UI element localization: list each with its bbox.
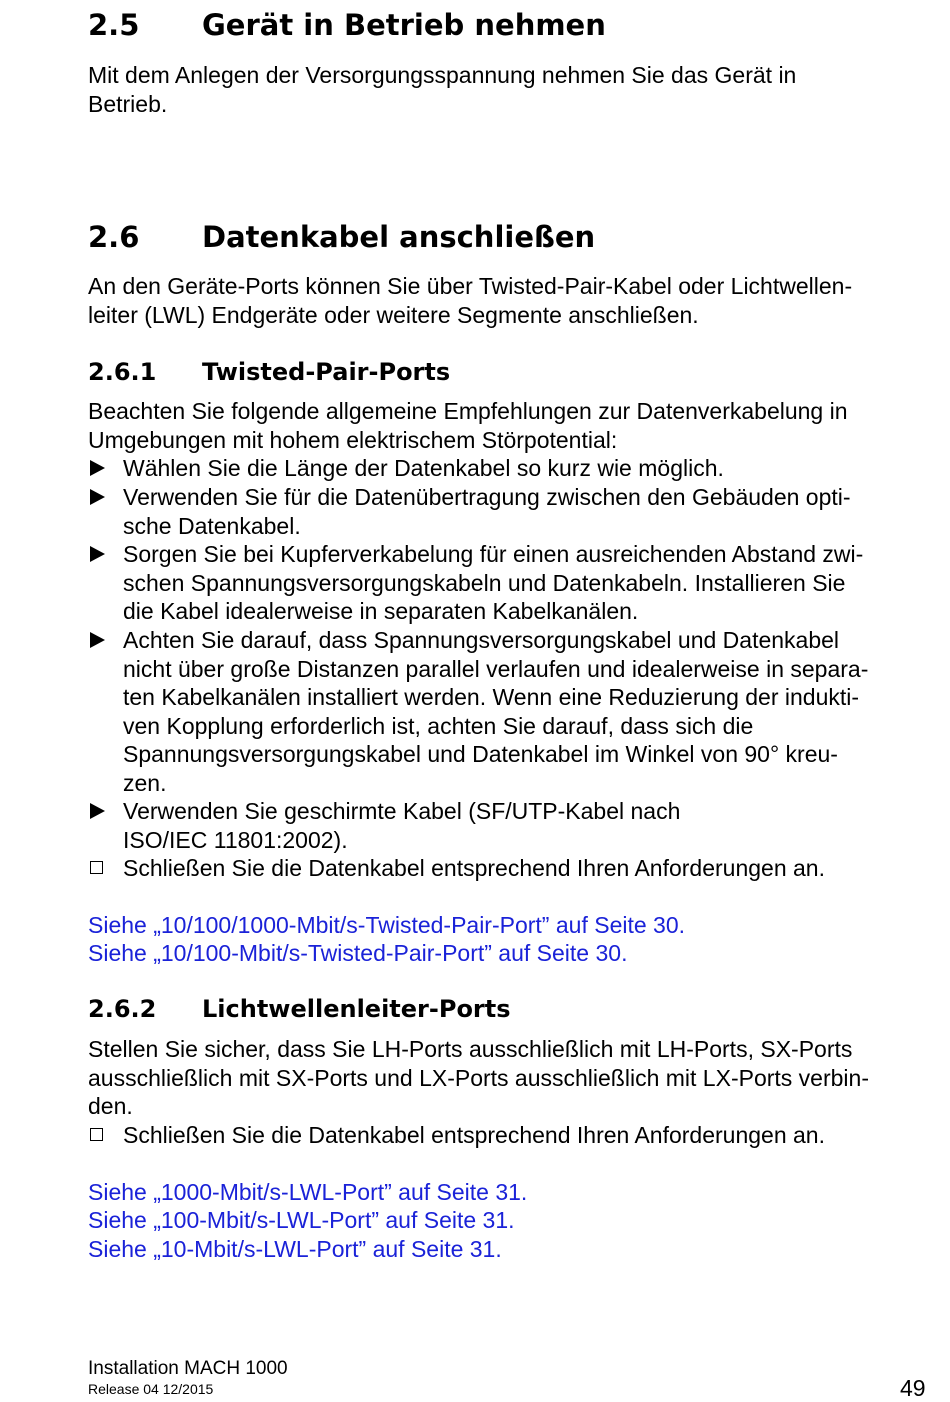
section-2-6-2-heading — [88, 995, 511, 1023]
section-title: Lichtwellenleiter-Ports — [202, 995, 511, 1023]
section-number: 2.6.2 — [88, 995, 157, 1023]
section-title: Twisted-Pair-Ports — [202, 358, 451, 386]
cross-reference-link[interactable]: Siehe „100-Mbit/s-LWL-Port” auf Seite 31. — [88, 1207, 515, 1233]
text-line: ISO/IEC 11801:2002). — [123, 826, 348, 853]
checkbox-square-icon — [88, 1121, 118, 1150]
text-line: schen Spannungsversorgungskabeln und Datenkabeln. Installieren Sie — [123, 569, 846, 596]
text-line: An den Geräte-Ports können Sie über Twisted-Pair-Kabel oder Lichtwellen- — [88, 273, 853, 299]
text-line: Schließen Sie die Datenkabel entsprechend Ihren Anforderungen an. — [123, 855, 825, 881]
text-line: ven Kopplung erforderlich ist, achten Sie darauf, dass sich die — [123, 712, 754, 739]
section-title: Datenkabel anschließen — [202, 220, 596, 254]
text-line: Beachten Sie folgende allgemeine Empfehlungen zur Datenverkabelung in — [88, 398, 848, 424]
recommendation-item — [88, 540, 933, 626]
text-line: ausschließlich mit SX-Ports und LX-Ports ausschließlich mit LX-Ports verbin- — [88, 1064, 869, 1091]
text-line: Achten Sie darauf, dass Spannungsversorgungskabel und Datenkabel — [123, 627, 840, 653]
triangle-bullet-icon — [88, 483, 118, 512]
section-number: 2.6 — [88, 220, 140, 254]
cross-reference-link[interactable]: Siehe „10/100/1000-Mbit/s-Twisted-Pair-Port” auf Seite 30. — [88, 912, 686, 938]
recommendation-item — [88, 483, 933, 540]
cross-reference-link[interactable]: Siehe „1000-Mbit/s-LWL-Port” auf Seite 31. — [88, 1179, 528, 1205]
section-2-6-1-intro — [88, 397, 933, 454]
cross-reference-link[interactable]: Siehe „10/100-Mbit/s-Twisted-Pair-Port” auf Seite 30. — [88, 940, 628, 966]
text-line: ten Kabelkanälen installiert werden. Wenn eine Reduzierung der indukti- — [123, 684, 860, 711]
section-2-6-2-paragraph — [88, 1035, 933, 1121]
recommendation-item — [88, 797, 933, 854]
section-number: 2.5 — [88, 8, 140, 42]
text-line: Verwenden Sie geschirmte Kabel (SF/UTP-Kabel nach — [123, 798, 681, 824]
recommendation-item — [88, 454, 933, 483]
text-line: Wählen Sie die Länge der Datenkabel so kurz wie möglich. — [123, 455, 724, 481]
text-line: Schließen Sie die Datenkabel entsprechend Ihren Anforderungen an. — [123, 1122, 825, 1148]
text-line: den. — [88, 1093, 133, 1120]
text-line: nicht über große Distanzen parallel verlaufen und idealerweise in separa- — [123, 655, 869, 682]
footer-doc-title: Installation MACH 1000 — [88, 1358, 288, 1379]
section-title: Gerät in Betrieb nehmen — [202, 8, 606, 42]
triangle-bullet-icon — [88, 540, 118, 569]
section-2-5-paragraph — [88, 61, 933, 118]
section-2-5-heading — [88, 8, 606, 42]
cross-reference-link[interactable]: Siehe „10-Mbit/s-LWL-Port” auf Seite 31. — [88, 1236, 502, 1262]
text-line: leiter (LWL) Endgeräte oder weitere Segmente anschließen. — [88, 301, 699, 328]
text-line: sche Datenkabel. — [123, 512, 301, 539]
section-2-6-1-heading — [88, 358, 450, 386]
section-2-6-paragraph — [88, 272, 933, 329]
text-line: Betrieb. — [88, 90, 168, 117]
action-item — [88, 1121, 933, 1150]
section-number: 2.6.1 — [88, 358, 157, 386]
text-line: Spannungsversorgungskabel und Datenkabel im Winkel von 90° kreu- — [123, 741, 838, 768]
triangle-bullet-icon — [88, 626, 118, 655]
text-line: Sorgen Sie bei Kupferverkabelung für einen ausreichenden Abstand zwi- — [123, 541, 864, 567]
footer-release: Release 04 12/2015 — [88, 1381, 214, 1397]
text-line: die Kabel idealerweise in separaten Kabelkanälen. — [123, 598, 639, 625]
text-line: Verwenden Sie für die Datenübertragung zwischen den Gebäuden opti- — [123, 484, 851, 510]
triangle-bullet-icon — [88, 454, 118, 483]
section-2-6-heading — [88, 220, 595, 254]
text-line: Umgebungen mit hohem elektrischem Störpotential: — [88, 426, 618, 453]
page-number: 49 — [900, 1375, 926, 1401]
text-line: zen. — [123, 769, 167, 796]
text-line: Stellen Sie sicher, dass Sie LH-Ports ausschließlich mit LH-Ports, SX-Ports — [88, 1036, 853, 1062]
action-item — [88, 854, 933, 883]
recommendation-item — [88, 626, 933, 798]
triangle-bullet-icon — [88, 797, 118, 826]
checkbox-square-icon — [88, 854, 118, 883]
text-line: Mit dem Anlegen der Versorgungsspannung nehmen Sie das Gerät in — [88, 62, 797, 88]
